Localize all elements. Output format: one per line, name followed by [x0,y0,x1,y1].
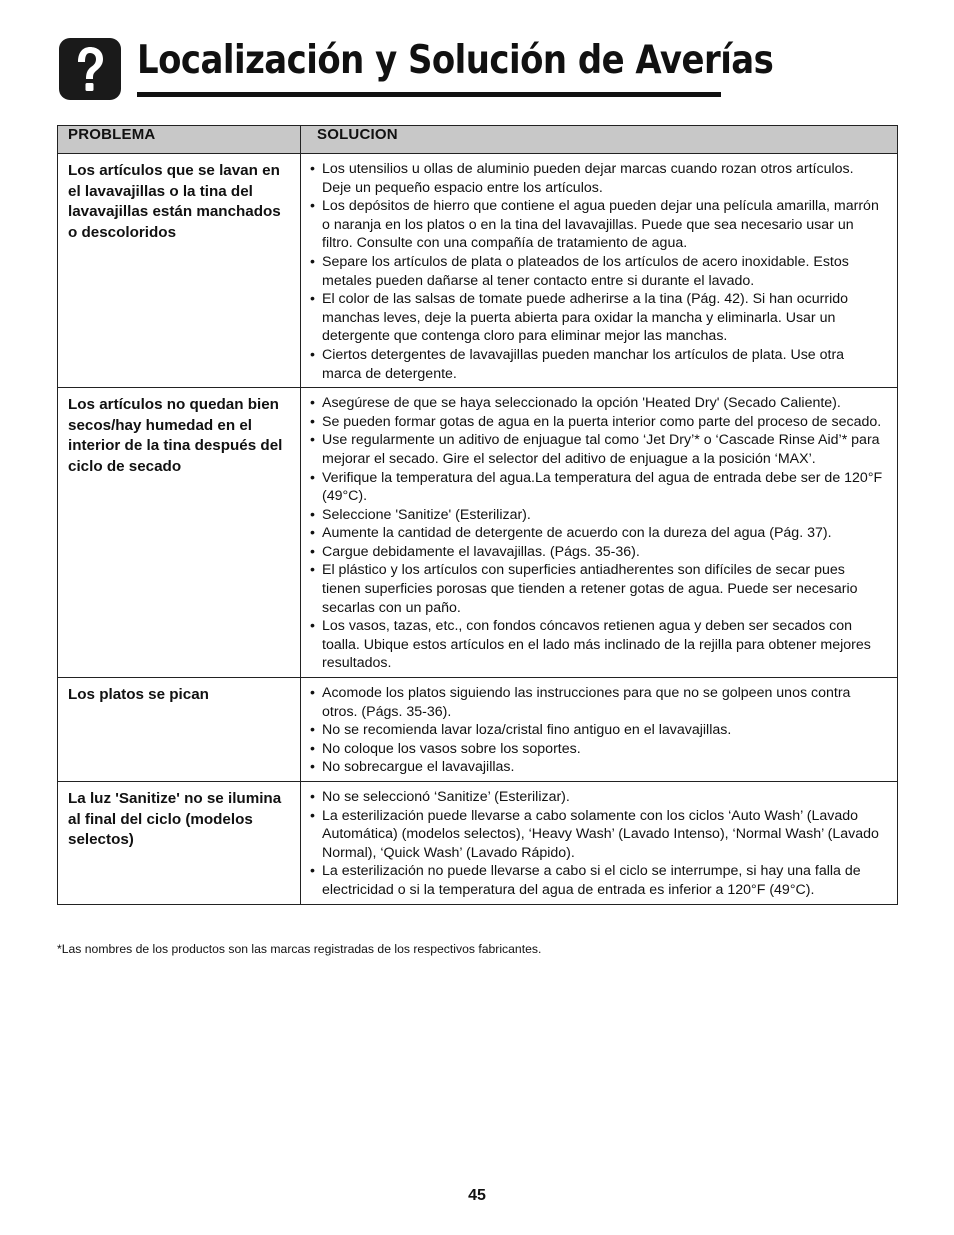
list-item: • No sobrecargue el lavavajillas. [310,758,885,777]
solution-list [310,394,885,673]
list-item: • No coloque los vasos sobre los soportes. [310,740,885,759]
list-item: • No se recomienda lavar loza/cristal fino antiguo en el lavavajillas. [310,721,885,740]
list-item: • Seleccione 'Sanitize' (Esterilizar). [310,506,885,525]
problem-cell: Los platos se pican [58,678,301,782]
list-item: • Acomode los platos siguiendo las instrucciones para que no se golpeen unos contra otros. (Págs. 35-36). [310,684,885,721]
table-row [58,388,898,678]
page-header [59,36,774,100]
page-title: Localización y Solución de Averías [137,38,774,83]
list-item: • Los vasos, tazas, etc., con fondos cóncavos retienen agua y deben ser secados con toalla. Ubique estos artículos en el lado más inclinado de la rejilla para obtener mejores resultados. [310,617,885,673]
problem-cell: Los artículos que se lavan en el lavavajillas o la tina del lavavajillas están manchados o descoloridos [58,154,301,388]
troubleshooting-table [57,125,898,905]
solution-cell [301,678,898,782]
list-item: • Use regularmente un aditivo de enjuague tal como ‘Jet Dry’* o ‘Cascade Rinse Aid’* para mejorar el secado. Gire el selector del aditivo de enjuague a la posición ‘MAX’. [310,431,885,468]
problem-cell: Los artículos no quedan bien secos/hay humedad en el interior de la tina después del ciclo de secado [58,388,301,678]
table-row [58,782,898,905]
column-header-solution: SOLUCION [301,126,898,154]
list-item: • Los depósitos de hierro que contiene el agua pueden dejar una película amarilla, marrón o naranja en los platos o en la tina del lavavajillas. Puede que sea necesario usar un filtro. Consulte con una compañía de tratamiento de agua. [310,197,885,253]
list-item: • Se pueden formar gotas de agua en la puerta interior como parte del proceso de secado. [310,413,885,432]
list-item: • El plástico y los artículos con superficies antiadherentes son difíciles de secar pues tienen superficies porosas que tienden a retener gotas de agua. Puede ser necesario secarlas con un paño. [310,561,885,617]
solution-cell [301,388,898,678]
solution-list [310,684,885,777]
question-icon [59,38,121,100]
footnote: *Las nombres de los productos son las marcas registradas de los respectivos fabricantes. [57,942,542,956]
solution-list [310,160,885,383]
list-item: • La esterilización no puede llevarse a cabo si el ciclo se interrumpe, si hay una falla de electricidad o si la temperatura del agua de entrada es inferior a 120°F (49°C). [310,862,885,899]
table-row [58,154,898,388]
column-header-problem: PROBLEMA [58,126,301,154]
list-item: • Aumente la cantidad de detergente de acuerdo con la dureza del agua (Pág. 37). [310,524,885,543]
list-item: • Ciertos detergentes de lavavajillas pueden manchar los artículos de plata. Use otra marca de detergente. [310,346,885,383]
list-item: • La esterilización puede llevarse a cabo solamente con los ciclos ‘Auto Wash’ (Lavado Automática) (modelos selectos), ‘Heavy Wash’ (Lavado Intenso), ‘Normal Wash’ (Lavado Normal), ‘Quick Wash’ (Lavado Rápido). [310,807,885,863]
list-item: • No se seleccionó ‘Sanitize’ (Esterilizar). [310,788,885,807]
list-item: • Verifique la temperatura del agua.La temperatura del agua de entrada debe ser de 120°F (49°C). [310,469,885,506]
solution-cell [301,154,898,388]
solution-list [310,788,885,900]
solution-cell [301,782,898,905]
list-item: • Los utensilios u ollas de aluminio pueden dejar marcas cuando rozan otros artículos. Deje un pequeño espacio entre los artículos. [310,160,885,197]
table-header-row [58,126,898,154]
list-item: • Cargue debidamente el lavavajillas. (Págs. 35-36). [310,543,885,562]
list-item: • El color de las salsas de tomate puede adherirse a la tina (Pág. 42). Si han ocurrido manchas leves, deje la puerta abierta para oxidar la mancha y eliminarla. Usar un detergente que contenga cloro para eliminar mejor las manchas. [310,290,885,346]
table-row [58,678,898,782]
page-number: 45 [468,1187,486,1204]
title-underline [137,92,721,97]
list-item: • Separe los artículos de plata o plateados de los artículos de acero inoxidable. Estos metales pueden dañarse al tener contacto entre si durante el lavado. [310,253,885,290]
problem-cell: La luz 'Sanitize' no se ilumina al final del ciclo (modelos selectos) [58,782,301,905]
list-item: • Asegúrese de que se haya seleccionado la opción 'Heated Dry' (Secado Caliente). [310,394,885,413]
